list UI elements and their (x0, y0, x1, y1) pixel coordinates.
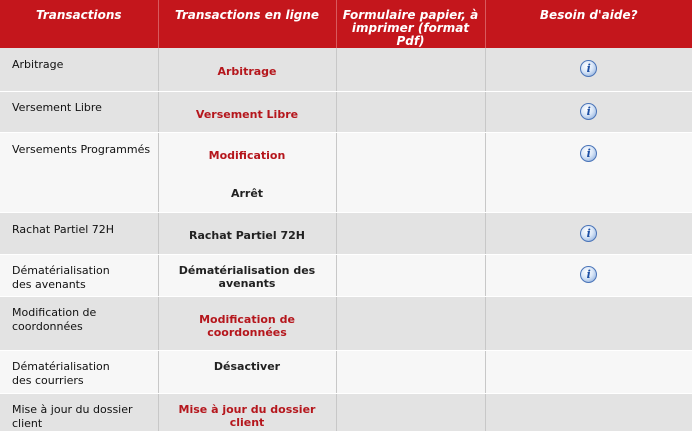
table-row (0, 254, 692, 296)
table-row (0, 393, 692, 431)
info-icon[interactable]: i (580, 60, 597, 77)
help-cell (485, 132, 692, 212)
info-icon[interactable]: i (580, 266, 597, 283)
paper-cell (336, 132, 485, 212)
help-cell (485, 350, 692, 393)
link-arbitrage[interactable]: Arbitrage (217, 65, 277, 78)
row-label: Versement Libre (0, 91, 158, 132)
link-modification-coordonnees[interactable]: Modification de coordonnées (199, 312, 295, 339)
link-modification[interactable]: Modification (208, 148, 286, 162)
paper-cell (336, 254, 485, 296)
row-label: Dématérialisation des courriers (0, 350, 158, 393)
help-cell (485, 393, 692, 431)
online-cell (158, 350, 336, 393)
online-cell (158, 254, 336, 296)
row-label: Arbitrage (0, 48, 158, 91)
online-cell (158, 393, 336, 431)
help-cell (485, 254, 692, 296)
row-label: Dématérialisation des avenants (0, 254, 158, 296)
info-icon[interactable]: i (580, 103, 597, 120)
table-row (0, 132, 692, 212)
table-row (0, 350, 692, 393)
row-label: Rachat Partiel 72H (0, 212, 158, 254)
link-versement-libre[interactable]: Versement Libre (195, 107, 299, 121)
paper-cell (336, 48, 485, 91)
paper-cell (336, 212, 485, 254)
online-cell (158, 132, 336, 212)
help-cell (485, 296, 692, 350)
info-icon[interactable]: i (580, 145, 597, 162)
help-cell (485, 91, 692, 132)
table-row (0, 212, 692, 254)
header-help: Besoin d'aide? (485, 0, 692, 48)
table-row (0, 48, 692, 91)
table-row (0, 296, 692, 350)
info-icon[interactable]: i (580, 225, 597, 242)
table-header (0, 0, 692, 48)
paper-cell (336, 393, 485, 431)
link-mise-a-jour-dossier[interactable]: Mise à jour du dossier client (178, 402, 316, 429)
online-cell (158, 48, 336, 91)
online-cell (158, 212, 336, 254)
link-desactiver[interactable]: Désactiver (213, 359, 281, 373)
paper-cell (336, 350, 485, 393)
link-dematerialisation-avenants[interactable]: Dématérialisation des avenants (178, 263, 316, 290)
online-cell (158, 91, 336, 132)
help-cell (485, 48, 692, 91)
row-label: Mise à jour du dossier client (0, 393, 158, 431)
table-row (0, 91, 692, 132)
link-arret[interactable]: Arrêt (230, 186, 264, 200)
paper-cell (336, 296, 485, 350)
help-cell (485, 212, 692, 254)
header-paper-form: Formulaire papier, à imprimer (format Pdf) (336, 0, 485, 48)
header-online-transactions: Transactions en ligne (158, 0, 336, 48)
paper-cell (336, 91, 485, 132)
row-label: Modification de coordonnées (0, 296, 158, 350)
row-label: Versements Programmés (0, 132, 158, 212)
link-rachat-partiel[interactable]: Rachat Partiel 72H (189, 228, 305, 242)
header-transactions: Transactions (0, 0, 158, 48)
online-cell (158, 296, 336, 350)
